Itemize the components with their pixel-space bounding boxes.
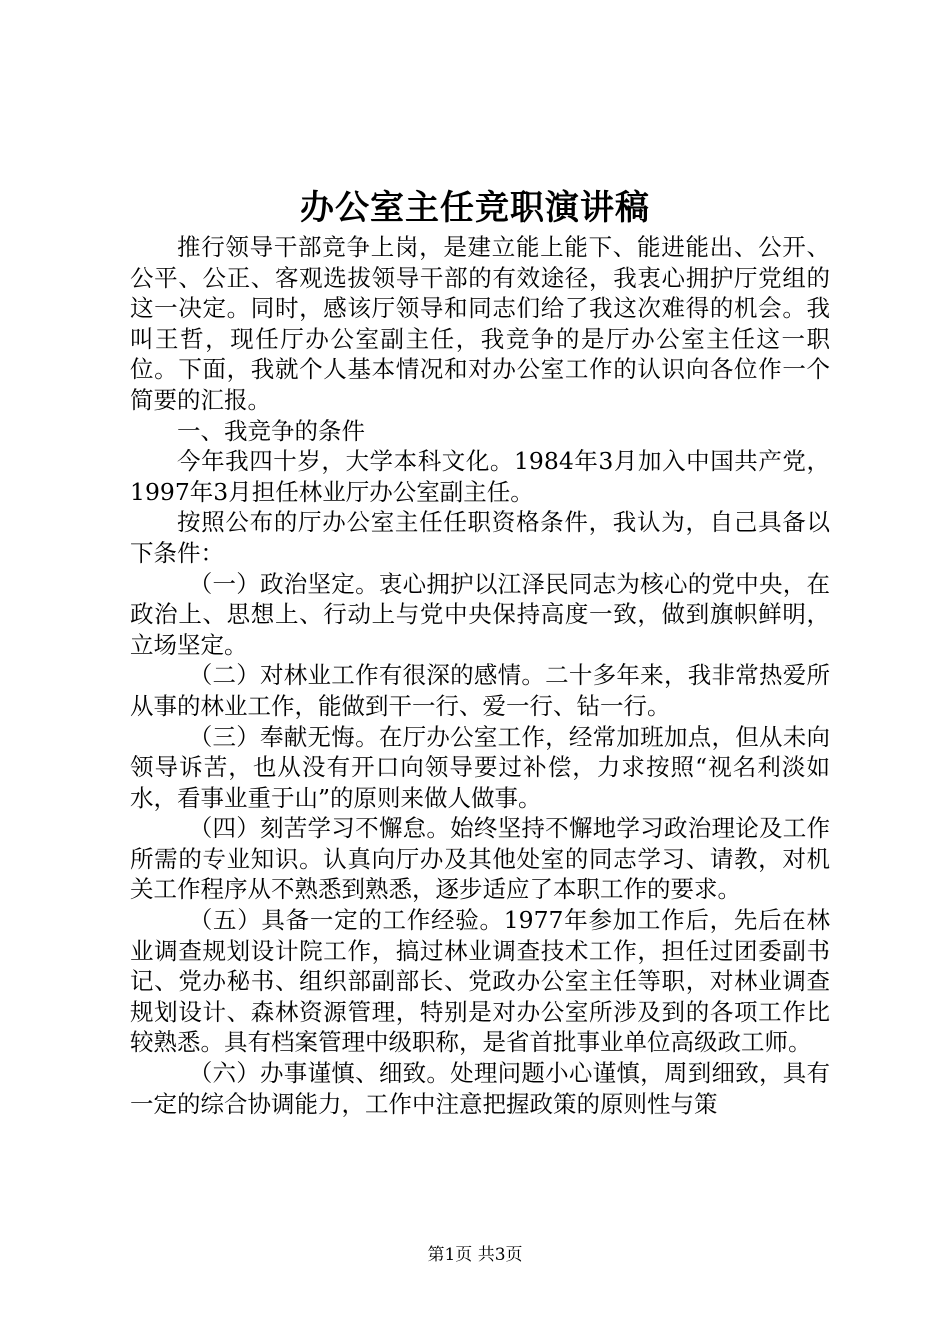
paragraph-item-1: （一）政治坚定。衷心拥护以江泽民同志为核心的党中央，在政治上、思想上、行动上与党中央保持高度一致，做到旗帜鲜明，立场坚定。 — [130, 569, 830, 659]
section-heading: 一、我竞争的条件 — [177, 416, 365, 445]
document-body — [130, 232, 830, 1119]
paragraph-item-6: （六）办事谨慎、细致。处理问题小心谨慎，周到细致，具有一定的综合协调能力，工作中注意把握政策的原则性与策 — [130, 1059, 830, 1118]
paragraph-item-2: （二）对林业工作有很深的感情。二十多年来，我非常热爱所从事的林业工作，能做到干一行、爱一行、钻一行。 — [130, 661, 830, 720]
paragraph-background: 今年我四十岁，大学本科文化。1984年3月加入中国共产党，1997年3月担任林业厅办公室副主任。 — [130, 447, 830, 506]
paragraph-item-5: （五）具备一定的工作经验。1977年参加工作后，先后在林业调查规划设计院工作，搞过林业调查技术工作，担任过团委副书记、党办秘书、组织部副部长、党政办公室主任等职，对林业调查规划设计、森林资源管理，特别是对办公室所涉及到的各项工作比较熟悉。具有档案管理中级职称，是省首批事业单位高级政工师。 — [130, 906, 830, 1057]
document-title: 办公室主任竞职演讲稿 — [300, 188, 650, 228]
paragraph-intro: 推行领导干部竞争上岗，是建立能上能下、能进能出、公开、公平、公正、客观选拔领导干部的有效途径，我衷心拥护厅党组的这一决定。同时，感该厅领导和同志们给了我这次难得的机会。我叫王哲，现任厅办公室副主任，我竞争的是厅办公室主任这一职位。下面，我就个人基本情况和对办公室工作的认识向各位作一个简要的汇报。 — [130, 233, 830, 414]
page-number-footer: 第1页 共3页 — [427, 1245, 523, 1265]
paragraph-conditions-intro: 按照公布的厅办公室主任任职资格条件，我认为，自己具备以下条件： — [130, 508, 830, 567]
paragraph-item-4: （四）刻苦学习不懈怠。始终坚持不懈地学习政治理论及工作所需的专业知识。认真向厅办及其他处室的同志学习、请教，对机关工作程序从不熟悉到熟悉，逐步适应了本职工作的要求。 — [130, 814, 830, 904]
paragraph-item-3: （三）奉献无悔。在厅办公室工作，经常加班加点，但从未向领导诉苦，也从没有开口向领导要过补偿，力求按照“视名利淡如水，看事业重于山”的原则来做人做事。 — [130, 722, 830, 812]
